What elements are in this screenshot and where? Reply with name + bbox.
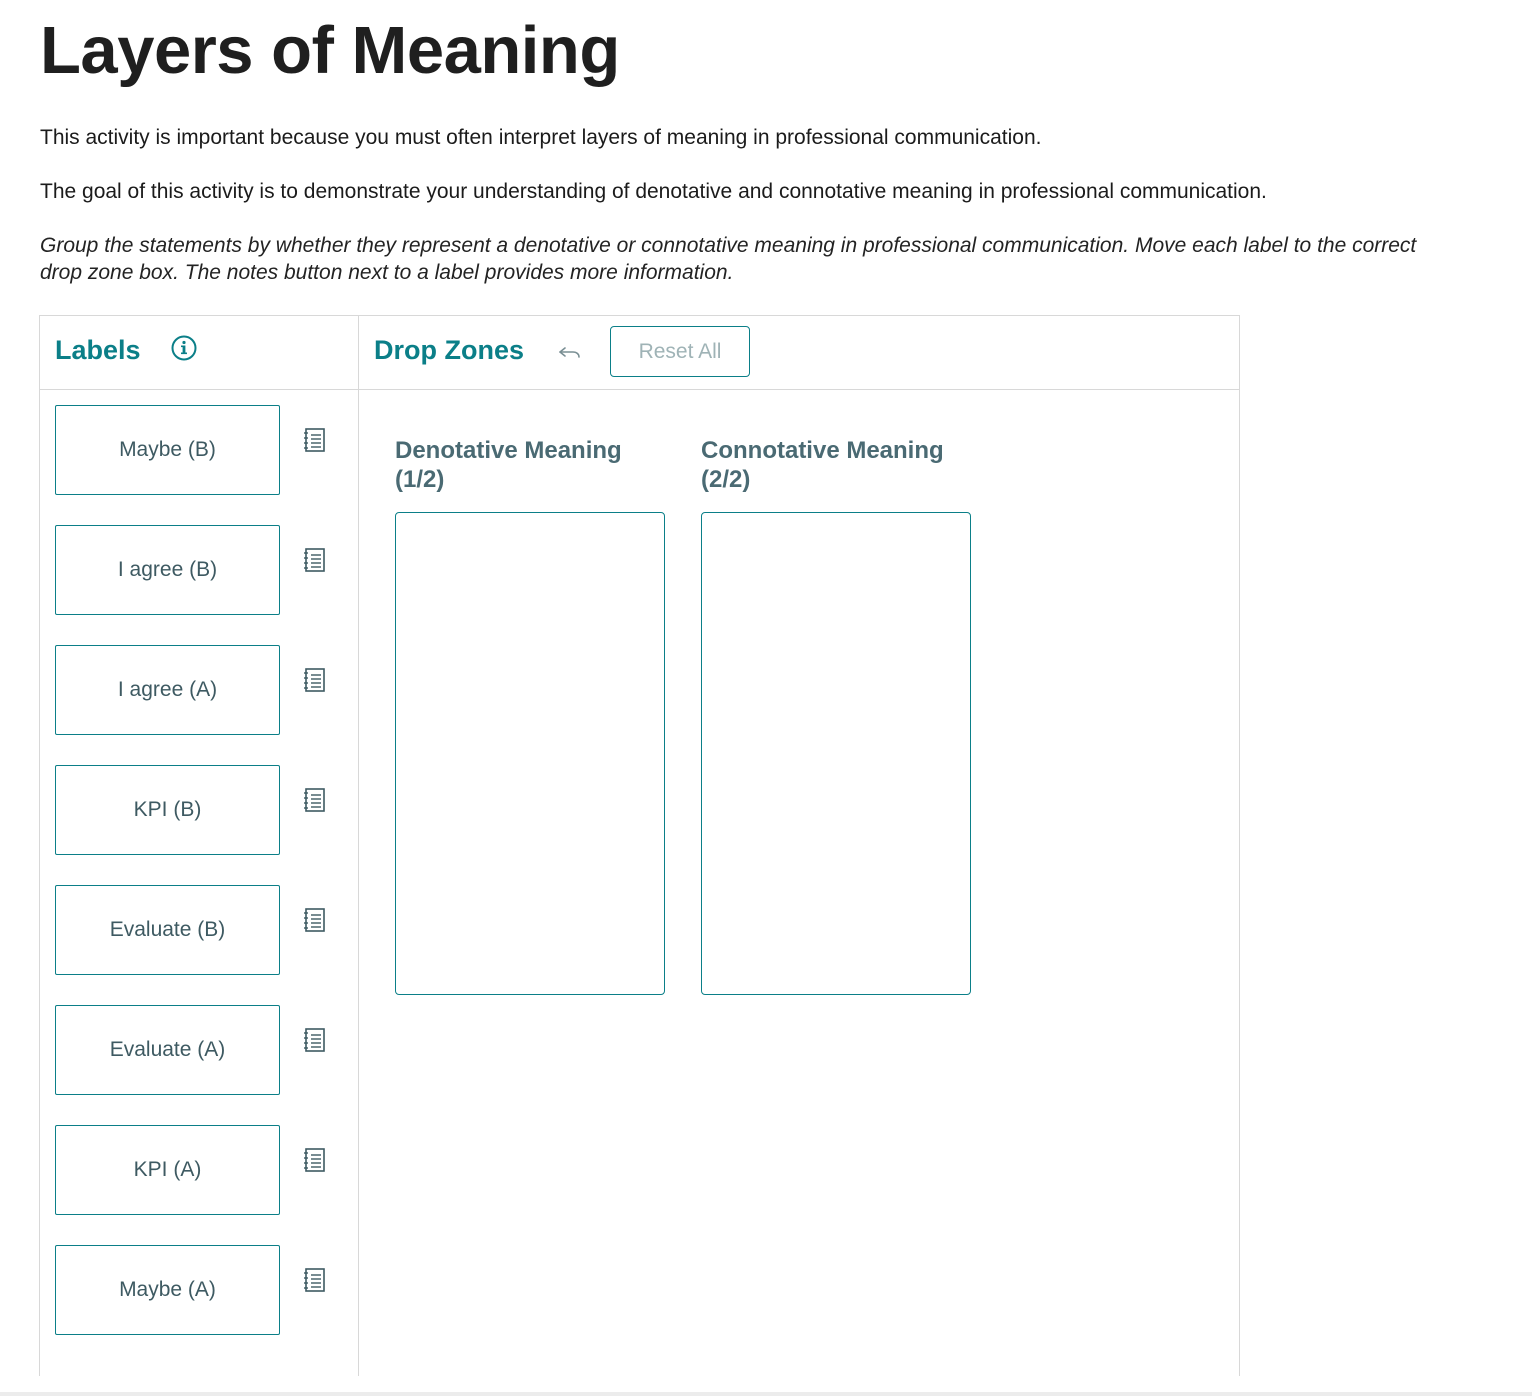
notes-icon[interactable]	[304, 667, 326, 693]
importance-text: This activity is important because you must often interpret layers of meaning in professional communication.	[40, 126, 1042, 149]
label-row	[55, 405, 345, 495]
label-card[interactable]: I agree (B)	[55, 525, 280, 615]
reset-all-button[interactable]: Reset All	[610, 326, 750, 377]
undo-icon[interactable]	[558, 341, 582, 365]
label-row	[55, 885, 345, 975]
notes-icon[interactable]	[304, 907, 326, 933]
drop-zones-panel	[359, 316, 1239, 1376]
notes-icon[interactable]	[304, 1147, 326, 1173]
notes-icon[interactable]	[304, 1267, 326, 1293]
label-card[interactable]: Maybe (A)	[55, 1245, 280, 1335]
bottom-divider	[0, 1392, 1532, 1396]
goal-text: The goal of this activity is to demonstrate your understanding of denotative and connotative meaning in professional communication.	[40, 180, 1267, 203]
label-row	[55, 1125, 345, 1215]
labels-title: Labels	[55, 335, 141, 365]
notes-icon[interactable]	[304, 547, 326, 573]
label-row	[55, 645, 345, 735]
instructions-text: Group the statements by whether they represent a denotative or connotative meaning in professional communication. Move each label to the correct drop zone box. The notes button next to a label provides more information.	[40, 234, 1417, 284]
drop-zones-header	[359, 316, 1239, 390]
drop-zone-title: Denotative Meaning (1/2)	[395, 437, 622, 493]
drag-drop-activity	[39, 315, 1240, 1376]
labels-panel	[40, 316, 359, 1376]
notes-icon[interactable]	[304, 787, 326, 813]
drop-zone-box[interactable]	[701, 512, 971, 995]
notes-icon[interactable]	[304, 1027, 326, 1053]
label-row	[55, 525, 345, 615]
label-card[interactable]: Evaluate (B)	[55, 885, 280, 975]
labels-header	[40, 316, 358, 390]
notes-icon[interactable]	[304, 427, 326, 453]
label-row	[55, 1245, 345, 1335]
label-row	[55, 1005, 345, 1095]
label-card[interactable]: I agree (A)	[55, 645, 280, 735]
label-row	[55, 765, 345, 855]
drop-zone-denotative	[395, 436, 665, 494]
drop-zone-box[interactable]	[395, 512, 665, 995]
page-title: Layers of Meaning	[40, 13, 620, 88]
drop-zones-title: Drop Zones	[374, 335, 525, 365]
label-card[interactable]: KPI (B)	[55, 765, 280, 855]
label-card[interactable]: Evaluate (A)	[55, 1005, 280, 1095]
drop-zone-title: Connotative Meaning (2/2)	[701, 437, 944, 493]
label-card[interactable]: KPI (A)	[55, 1125, 280, 1215]
label-card[interactable]: Maybe (B)	[55, 405, 280, 495]
info-icon[interactable]	[171, 335, 197, 361]
drop-zone-connotative	[701, 436, 971, 494]
